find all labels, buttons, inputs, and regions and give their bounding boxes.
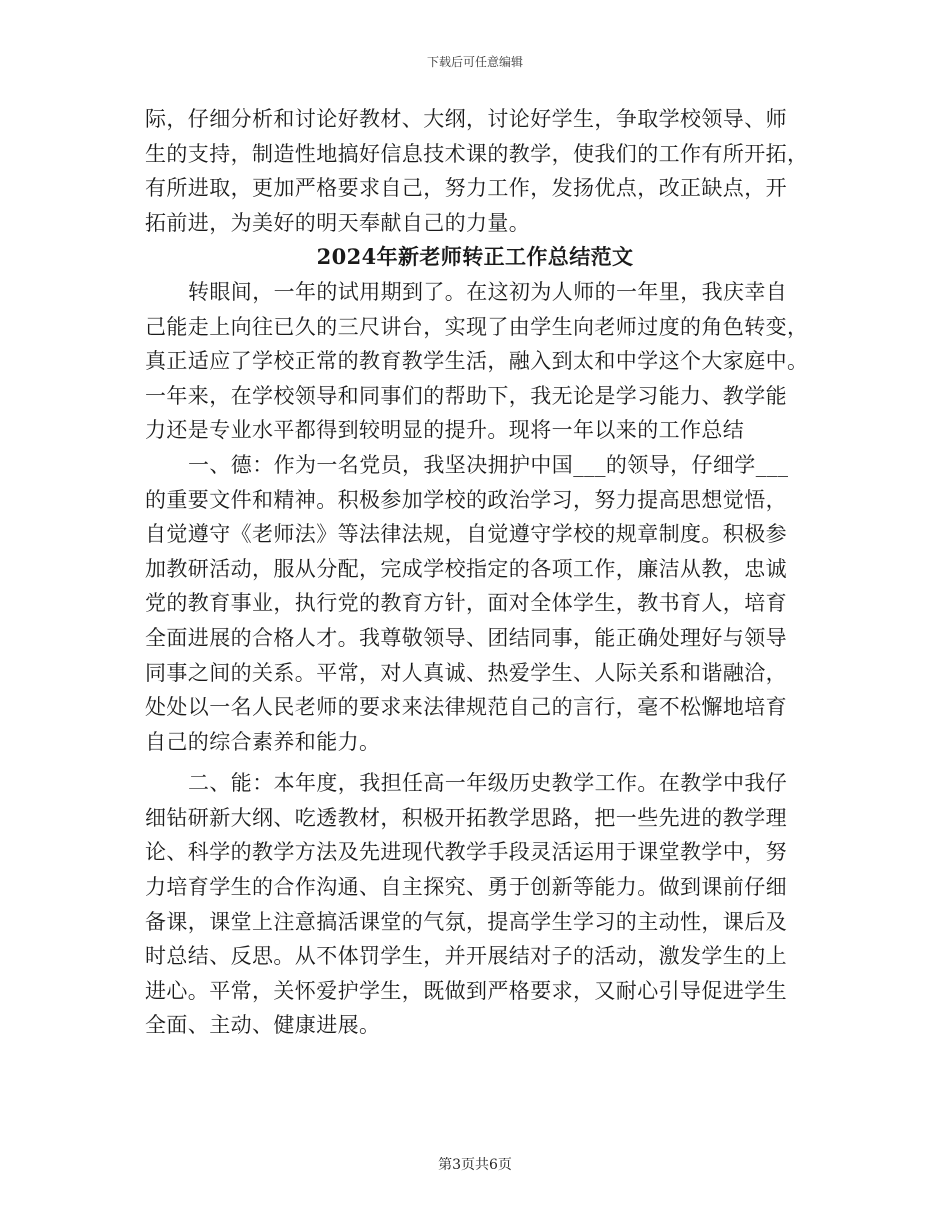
text-line: 细钻研新大纲、吃透教材，积极开拓教学思路，把一些先进的教学理 — [145, 805, 787, 830]
text-line: 转眼间，一年的试用期到了。在这初为人师的一年里，我庆幸自 — [188, 279, 788, 304]
text-line: 党的教育事业，执行党的教育方针，面对全体学生，教书育人，培育 — [145, 591, 787, 616]
text-line: 自己的综合素养和能力。 — [145, 729, 381, 754]
text-line: 进心。平常，关怀爱护学生，既做到严格要求，又耐心引导促进学生 — [145, 978, 787, 1003]
text-line: 同事之间的关系。平常，对人真诚、热爱学生、人际关系和谐融洽， — [145, 660, 787, 685]
page-number: 第3页共6页 — [438, 1157, 512, 1173]
paragraph-morality — [145, 448, 805, 759]
text-line: 加教研活动，服从分配，完成学校指定的各项工作，廉洁从教，忠诚 — [145, 556, 787, 581]
text-line: 真正适应了学校正常的教育教学生活，融入到太和中学这个大家庭中。 — [145, 349, 809, 374]
text-line: 备课，课堂上注意搞活课堂的气氛，提高学生学习的主动性，课后及 — [145, 909, 787, 934]
paragraph-opening — [145, 275, 809, 448]
text-line: 生的支持，制造性地搞好信息技术课的教学，使我们的工作有所开拓， — [145, 141, 809, 166]
document-body — [145, 102, 809, 1043]
text-line: 有所进取，更加严格要求自己，努力工作，发扬优点，改正缺点，开 — [145, 176, 787, 201]
text-line: 处处以一名人民老师的要求来法律规范自己的言行，毫不松懈地培育 — [145, 695, 787, 720]
text-line: 论、科学的教学方法及先进现代教学手段灵活运用于课堂教学中，努 — [145, 840, 787, 865]
text-line: 二、能：本年度，我担任高一年级历史教学工作。在教学中我仔 — [188, 771, 788, 796]
text-line: 拓前进，为美好的明天奉献自己的力量。 — [145, 210, 531, 235]
text-line: 一年来，在学校领导和同事们的帮助下，我无论是学习能力、教学能 — [145, 383, 787, 408]
page-header-note: 下载后可任意编辑 — [426, 55, 523, 69]
text-line: 力培育学生的合作沟通、自主探究、勇于创新等能力。做到课前仔细 — [145, 875, 787, 900]
text-line: 全面进展的合格人才。我尊敬领导、团结同事，能正确处理好与领导 — [145, 625, 787, 650]
text-line: 力还是专业水平都得到较明显的提升。现将一年以来的工作总结 — [145, 418, 745, 443]
text-line: 的重要文件和精神。积极参加学校的政治学习，努力提高思想觉悟， — [145, 487, 787, 512]
text-line: 时总结、反思。从不体罚学生，并开展结对子的活动，激发学生的上 — [145, 944, 787, 969]
paragraph-ability — [145, 766, 805, 1043]
intro-paragraph — [145, 102, 809, 240]
text-line: 际，仔细分析和讨论好教材、大纲，讨论好学生，争取学校领导、师 — [145, 107, 787, 131]
text-line: 己能走上向往已久的三尺讲台，实现了由学生向老师过度的角色转变， — [145, 314, 809, 339]
text-line: 自觉遵守《老师法》等法律法规，自觉遵守学校的规章制度。积极参 — [145, 522, 787, 547]
document-title: 2024年新老师转正工作总结范文 — [316, 244, 634, 270]
text-line: 一、德：作为一名党员，我坚决拥护中国___的领导，仔细学___ — [188, 452, 789, 477]
text-line: 全面、主动、健康进展。 — [145, 1013, 381, 1038]
